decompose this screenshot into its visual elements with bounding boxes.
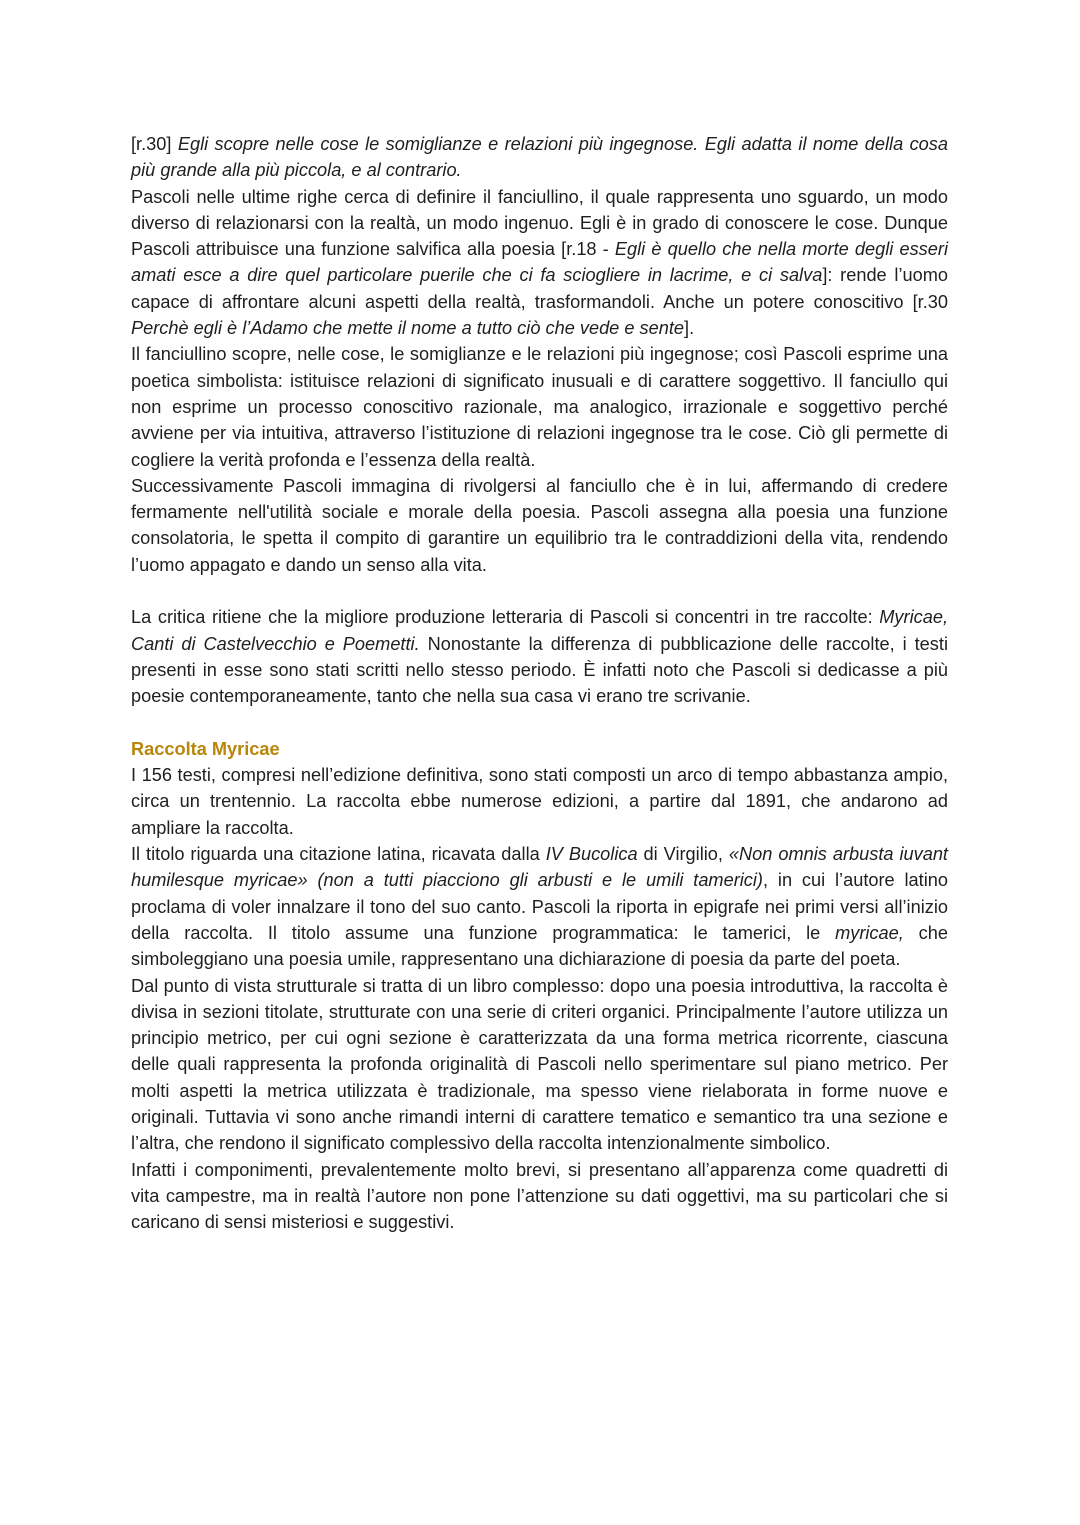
italic-text-run: Egli scopre nelle cose le somiglianze e relazioni più ingegnose. Egli adatta il nome della cosa più grande alla più piccola, e al contrario. [131,134,948,181]
text-run: che simboleggiano una poesia umile, rappresentano una dichiarazione di poesia da parte del poeta. [131,922,948,970]
italic-text-run: Myricae, Canti di Castelvecchio e Poemetti. [131,607,948,654]
text-run: Successivamente Pascoli immagina di rivolgersi al fanciullo che è in lui, affermando di credere fermamente nell'utilità sociale e morale della poesia. Pascoli assegna alla poesia una funzione consolatoria, le spetta il compito di garantire un equilibrio tra le contraddizioni della vita, rendendo l’uomo appagato e dando un senso alla vita. [131,475,948,575]
paragraph [131,473,948,578]
text-run: ]: rende l’uomo capace di affrontare alcuni aspetti della realtà, trasformandoli. Anche un potere conoscitivo [r.30 [131,265,948,312]
myricae-section [131,736,948,1236]
paragraph [131,1157,948,1236]
text-run: Il titolo riguarda una citazione latina, ricavata dalla [131,844,546,865]
paragraph [131,973,948,1157]
italic-text-run: «Non omnis arbusta iuvant humilesque myricae» (non a tutti piacciono gli arbusti e le umili tamerici) [131,844,948,891]
text-run: Nonostante la differenza di pubblicazione delle raccolte, i testi presenti in esse sono stati scritti nello stesso periodo. È infatti noto che Pascoli si dedicasse a più poesie contemporaneamente, tanto che nella sua casa vi erano tre scrivanie. [131,633,948,707]
paragraph [131,841,948,972]
paragraph-spacer [131,578,948,604]
paragraph [131,184,948,342]
paragraph [131,762,948,841]
paragraph-spacer [131,710,948,736]
section-heading: Raccolta Myricae [131,738,280,759]
text-run: Dal punto di vista strutturale si tratta di un libro complesso: dopo una poesia introduttiva, la raccolta è divisa in sezioni titolate, strutturate con una serie di criteri organici. Principalmente l’autore utilizza un principio metrico, per cui ogni sezione è caratterizzata da una forma metrica ricorrente, ciascuna delle quali rappresenta la profonda originalità di Pascoli nello sperimentare sul piano metrico. Per molti aspetti la metrica utilizzata è tradizionale, ma spesso viene rielaborata in forme nuove e originali. Tuttavia vi sono anche rimandi interni di carattere tematico e semantico tra una sezione e l’altra, che rendono il significato complessivo della raccolta intenzionalmente simbolico. [131,975,948,1154]
text-run: di Virgilio, [637,844,729,865]
text-run: Pascoli nelle ultime righe cerca di definire il fanciullino, il quale rappresenta uno sguardo, un modo diverso di relazionarsi con la realtà, un modo ingenuo. Egli è in grado di conoscere le cose. Dunque Pascoli attribuisce una funzione salvifica alla poesia [r.18 - [131,186,948,260]
text-run: Infatti i componimenti, prevalentemente molto brevi, si presentano all’apparenza come quadretti di vita campestre, ma in realtà l’autore non pone l’attenzione su dati oggettivi, ma su particolari che si caricano di sensi misteriosi e suggestivi. [131,1159,948,1233]
intro-section [131,131,948,578]
paragraph [131,131,948,184]
text-run: [r.30] [131,134,178,154]
italic-text-run: IV Bucolica [545,844,638,865]
text-run: I 156 testi, compresi nell’edizione definitiva, sono stati composti un arco di tempo abbastanza ampio, circa un trentennio. La raccolta ebbe numerose edizioni, a partire dal 1891, che andarono ad ampliare la raccolta. [131,765,948,838]
text-run: ]. [684,318,695,339]
text-run: Il fanciullino scopre, nelle cose, le somiglianze e le relazioni più ingegnose; così Pascoli esprime una poetica simbolista: istituisce relazioni di significato inusuali e di carattere soggettivo. Il fanciullo qui non esprime un processo conoscitivo razionale, ma analogico, irrazionale e soggettivo perché avviene per via intuitiva, attraverso l’istituzione di relazioni ingegnose tra le cose. Ciò gli permette di cogliere la verità profonda e l’essenza della realtà. [131,344,948,470]
paragraph [131,341,948,472]
italic-text-run: Egli è quello che nella morte degli esseri amati esce a dire quel particolare puerile che ci fa sciogliere in lacrime, e ci salva [131,239,948,286]
paragraph [131,604,948,709]
critica-section [131,604,948,709]
italic-text-run: Perchè egli è l’Adamo che mette il nome a tutto ciò che vede e sente [131,318,685,339]
text-run: La critica ritiene che la migliore produzione letteraria di Pascoli si concentri in tre raccolte: [131,607,880,628]
document-page [131,131,948,1235]
text-run: , in cui l’autore latino proclama di voler innalzare il tono del suo canto. Pascoli la riporta in epigrafe nei primi versi all’inizio della raccolta. Il titolo assume una funzione programmatica: le tamerici, le [131,870,948,943]
italic-text-run: myricae, [835,922,904,943]
